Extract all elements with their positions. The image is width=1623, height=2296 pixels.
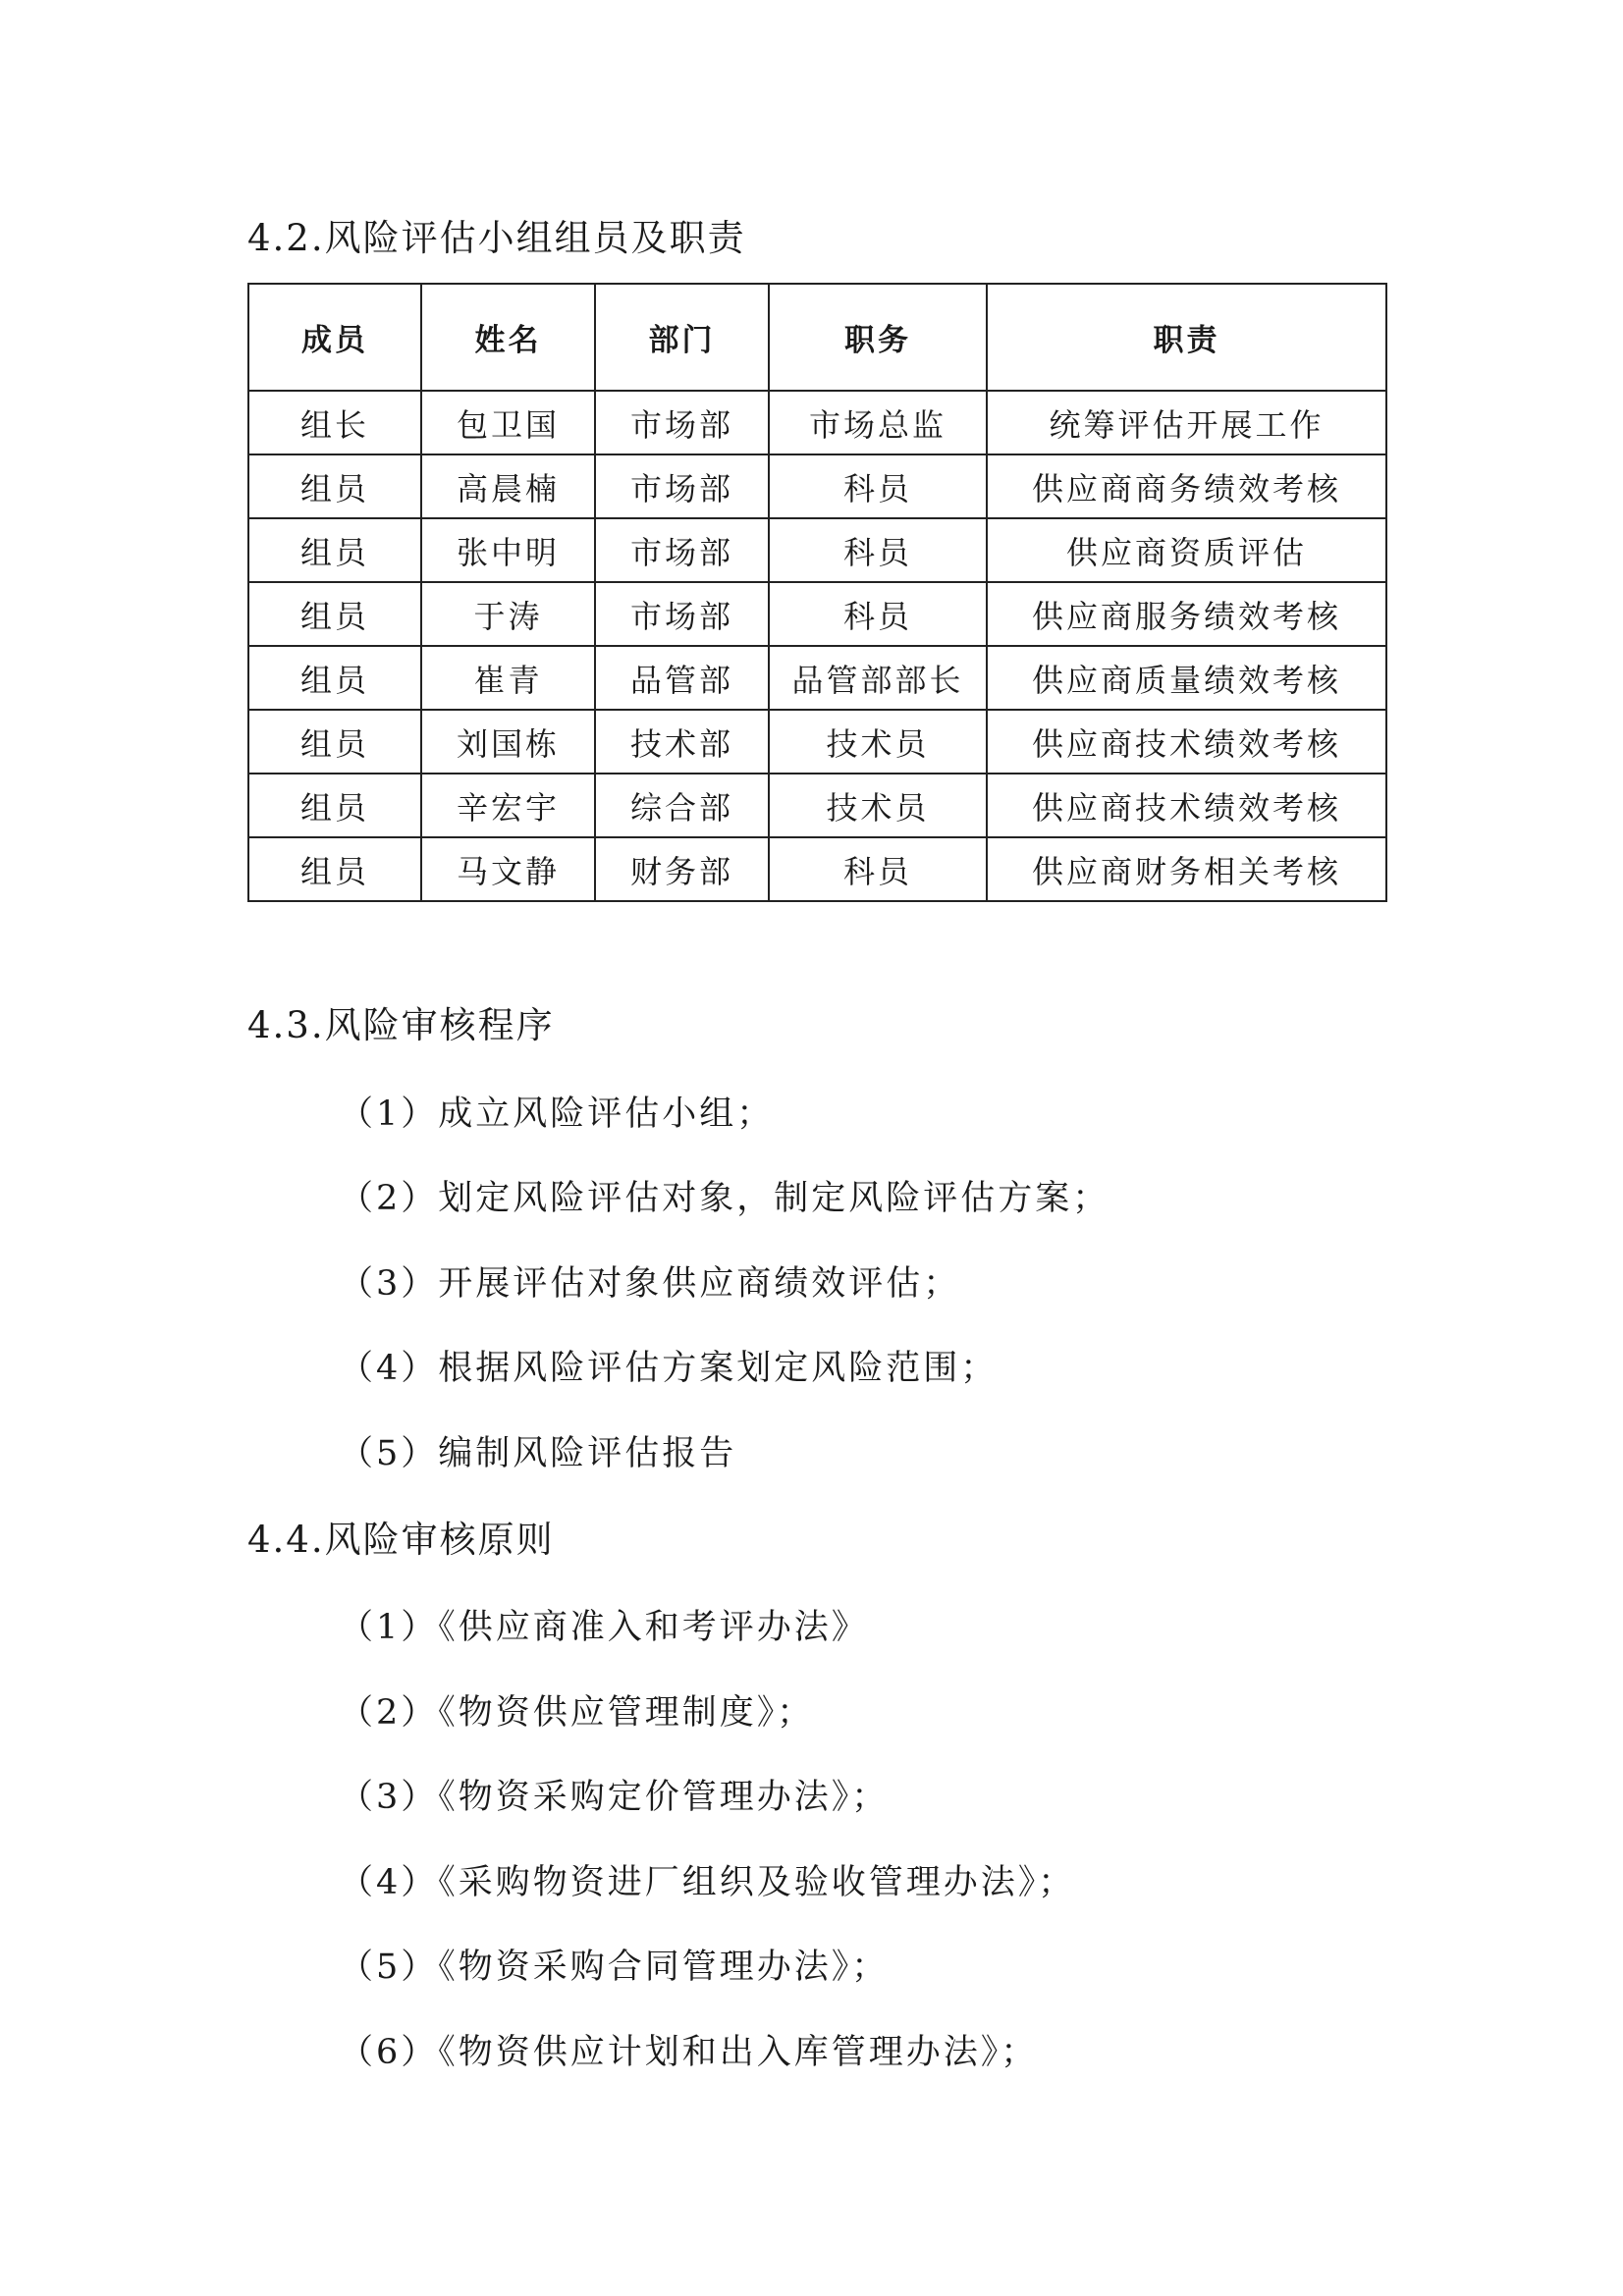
header-department: 部门	[595, 284, 769, 391]
cell-duty: 供应商质量绩效考核	[987, 646, 1386, 710]
header-position: 职务	[769, 284, 987, 391]
principle-item-5: （5）《物资采购合同管理办法》；	[339, 1948, 890, 1987]
cell-position: 科员	[769, 582, 987, 646]
header-duty: 职责	[987, 284, 1386, 391]
principle-item-6: （6）《物资供应计划和出入库管理办法》；	[339, 2033, 1039, 2072]
header-member: 成员	[248, 284, 421, 391]
table-row	[248, 454, 1386, 518]
table-row	[248, 518, 1386, 582]
cell-name: 于涛	[421, 582, 595, 646]
cell-name: 崔青	[421, 646, 595, 710]
cell-name: 马文静	[421, 837, 595, 901]
procedure-item-1: （1）成立风险评估小组；	[339, 1095, 775, 1134]
cell-department: 财务部	[595, 837, 769, 901]
cell-department: 综合部	[595, 774, 769, 837]
cell-department: 市场部	[595, 454, 769, 518]
cell-member: 组员	[248, 710, 421, 774]
cell-department: 技术部	[595, 710, 769, 774]
table-row	[248, 837, 1386, 901]
risk-team-table	[247, 283, 1387, 902]
cell-duty: 供应商技术绩效考核	[987, 774, 1386, 837]
cell-duty: 供应商技术绩效考核	[987, 710, 1386, 774]
principle-item-1: （1）《供应商准入和考评办法》	[339, 1608, 869, 1647]
table-row	[248, 774, 1386, 837]
procedure-item-4: （4）根据风险评估方案划定风险范围；	[339, 1349, 999, 1388]
cell-position: 品管部部长	[769, 646, 987, 710]
procedure-item-5: （5）编制风险评估报告	[339, 1434, 737, 1473]
cell-duty: 供应商资质评估	[987, 518, 1386, 582]
principle-item-4: （4）《采购物资进厂组织及验收管理办法》；	[339, 1863, 1076, 1902]
principle-item-3: （3）《物资采购定价管理办法》；	[339, 1778, 890, 1817]
header-name: 姓名	[421, 284, 595, 391]
cell-position: 技术员	[769, 710, 987, 774]
cell-member: 组长	[248, 391, 421, 454]
cell-name: 包卫国	[421, 391, 595, 454]
table-row	[248, 391, 1386, 454]
cell-duty: 统筹评估开展工作	[987, 391, 1386, 454]
cell-member: 组员	[248, 774, 421, 837]
procedure-item-2: （2）划定风险评估对象，制定风险评估方案；	[339, 1179, 1110, 1218]
cell-duty: 供应商商务绩效考核	[987, 454, 1386, 518]
cell-position: 科员	[769, 454, 987, 518]
cell-member: 组员	[248, 518, 421, 582]
cell-name: 刘国栋	[421, 710, 595, 774]
cell-member: 组员	[248, 646, 421, 710]
cell-name: 辛宏宇	[421, 774, 595, 837]
procedure-item-3: （3）开展评估对象供应商绩效评估；	[339, 1264, 961, 1304]
cell-member: 组员	[248, 582, 421, 646]
cell-position: 技术员	[769, 774, 987, 837]
cell-position: 科员	[769, 518, 987, 582]
table-row	[248, 710, 1386, 774]
table-row	[248, 582, 1386, 646]
cell-department: 品管部	[595, 646, 769, 710]
cell-name: 张中明	[421, 518, 595, 582]
cell-department: 市场部	[595, 391, 769, 454]
section-4-3-heading: 4.3.风险审核程序	[247, 1004, 555, 1046]
cell-position: 科员	[769, 837, 987, 901]
section-4-4-heading: 4.4.风险审核原则	[247, 1519, 555, 1561]
principle-item-2: （2）《物资供应管理制度》；	[339, 1693, 815, 1733]
cell-duty: 供应商服务绩效考核	[987, 582, 1386, 646]
section-4-2-heading: 4.2.风险评估小组组员及职责	[247, 217, 746, 259]
cell-department: 市场部	[595, 582, 769, 646]
table-row	[248, 646, 1386, 710]
cell-duty: 供应商财务相关考核	[987, 837, 1386, 901]
cell-name: 高晨楠	[421, 454, 595, 518]
cell-member: 组员	[248, 837, 421, 901]
cell-department: 市场部	[595, 518, 769, 582]
table-header-row	[248, 284, 1386, 391]
cell-member: 组员	[248, 454, 421, 518]
cell-position: 市场总监	[769, 391, 987, 454]
